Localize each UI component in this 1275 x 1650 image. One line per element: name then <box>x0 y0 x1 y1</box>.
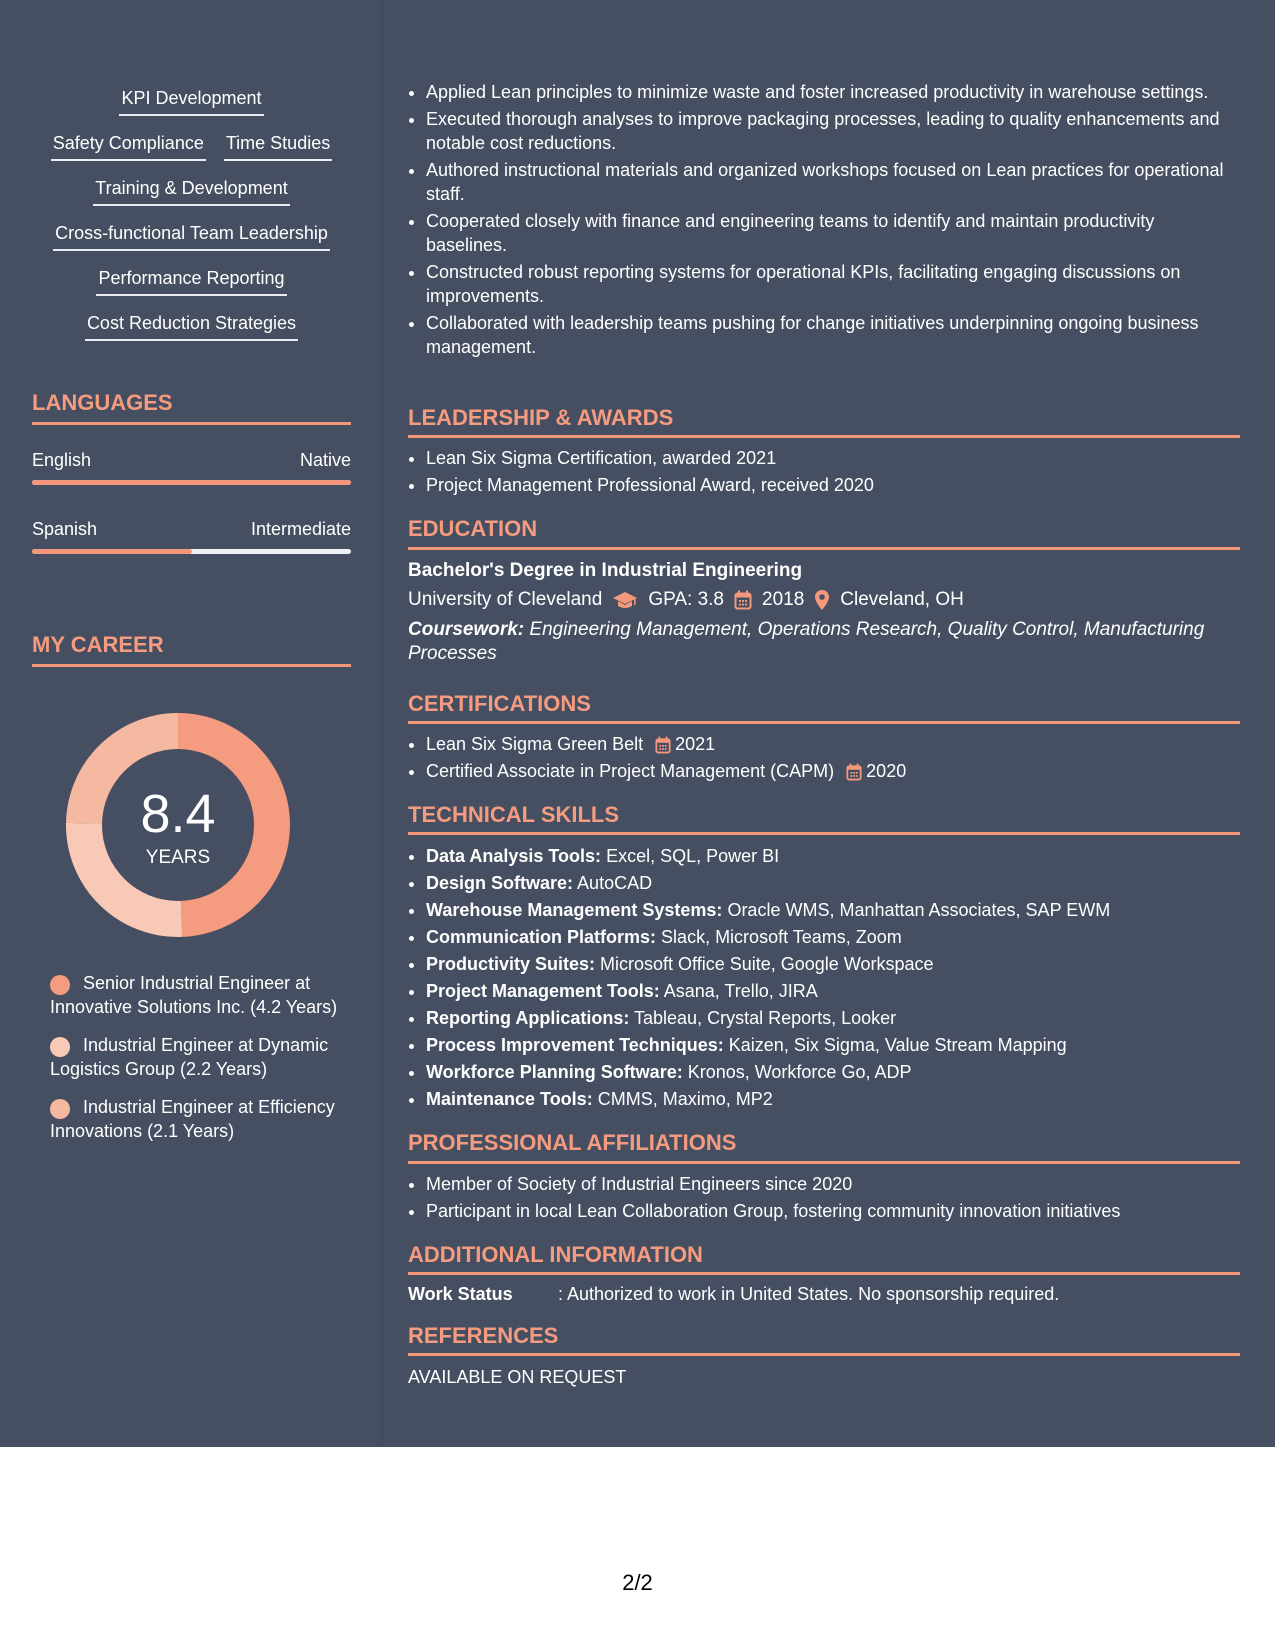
skills-tag-row <box>32 131 351 176</box>
experience-bullet: • Cooperated closely with finance and engineering teams to identify and maintain productivity baselines. <box>426 209 1240 257</box>
language-row-spanish <box>32 517 351 541</box>
technical-skill-item <box>426 1060 1240 1084</box>
certifications-list <box>408 732 1240 783</box>
technical-skill-item <box>426 1087 1240 1111</box>
references-title: REFERENCES <box>408 1323 559 1348</box>
technical-skill-value: Tableau, Crystal Reports, Looker <box>634 1008 897 1028</box>
certifications-title: CERTIFICATIONS <box>408 691 591 716</box>
award-item: • Project Management Professional Award, received 2020 <box>426 473 1240 497</box>
technical-skill-item <box>426 925 1240 949</box>
technical-skill-label: Productivity Suites: <box>426 954 596 974</box>
technical-skill-value: Asana, Trello, JIRA <box>663 981 818 1001</box>
language-name: Spanish <box>32 519 98 539</box>
technical-skill-label: Design Software: <box>426 873 574 893</box>
technical-skill-item <box>426 952 1240 976</box>
certifications-rule <box>408 721 1240 724</box>
education-rule <box>408 547 1240 550</box>
additional-info-section <box>408 1282 1240 1306</box>
coursework-label: Coursework: <box>408 619 525 640</box>
technical-skills-list <box>408 844 1240 1111</box>
calendar-icon <box>734 590 752 610</box>
career-total: 8.4 <box>140 784 216 844</box>
technical-skill-item <box>426 898 1240 922</box>
work-status-label: Work Status <box>408 1284 513 1304</box>
language-bar-fill <box>32 549 192 554</box>
certification-item <box>426 759 1240 783</box>
work-status-row <box>408 1282 1240 1306</box>
education-title: EDUCATION <box>408 516 538 541</box>
languages-rule <box>32 422 351 425</box>
experience-bullet: • Authored instructional materials and organized workshops focused on Lean practices for operational staff. <box>426 158 1240 206</box>
references-section <box>408 1365 1240 1389</box>
technical-skill-label: Data Analysis Tools: <box>426 846 602 866</box>
education-meta <box>408 587 1240 613</box>
technical-skill-item <box>426 1006 1240 1030</box>
technical-skill-value: Kronos, Workforce Go, ADP <box>687 1062 912 1082</box>
calendar-icon <box>655 736 671 754</box>
skills-tag-row <box>32 86 351 131</box>
calendar-icon <box>846 763 862 781</box>
awards-rule <box>408 435 1240 438</box>
skill-tag: Performance Reporting <box>96 266 286 296</box>
awards-title: LEADERSHIP & AWARDS <box>408 405 674 430</box>
technical-skill-label: Warehouse Management Systems: <box>426 900 723 920</box>
language-level: Intermediate <box>250 519 351 539</box>
career-legend-text: Industrial Engineer at Dynamic Logistics Group (2.2 Years) <box>50 1035 329 1079</box>
technical-skills-title: TECHNICAL SKILLS <box>408 802 620 827</box>
education-year: 2018 <box>762 589 805 610</box>
language-bar-english <box>32 480 351 485</box>
career-legend-item <box>50 971 340 1019</box>
skills-tag-row <box>32 266 351 311</box>
technical-skill-value: Oracle WMS, Manhattan Associates, SAP EWM <box>727 900 1111 920</box>
affiliations-title: PROFESSIONAL AFFILIATIONS <box>408 1130 737 1155</box>
additional-info-rule <box>408 1272 1240 1275</box>
education-location: Cleveland, OH <box>840 589 964 610</box>
graduation-cap-icon <box>612 590 638 610</box>
experience-bullets <box>408 80 1240 359</box>
career-unit: YEARS <box>145 847 211 868</box>
technical-skill-item <box>426 844 1240 868</box>
affiliations-rule <box>408 1161 1240 1164</box>
education-school: University of Cleveland <box>408 589 603 610</box>
legend-dot-icon <box>50 975 70 995</box>
skills-tag-row <box>32 311 351 356</box>
education-section <box>408 558 1240 666</box>
certification-name: Lean Six Sigma Green Belt <box>426 734 644 754</box>
skill-tag: Time Studies <box>224 131 332 161</box>
experience-section <box>408 80 1240 362</box>
technical-skill-item <box>426 871 1240 895</box>
language-level: Native <box>299 450 351 470</box>
technical-skills-rule <box>408 832 1240 835</box>
location-pin-icon <box>814 589 830 611</box>
affiliation-item: • Member of Society of Industrial Engineers since 2020 <box>426 1172 1240 1196</box>
career-legend-text: Senior Industrial Engineer at Innovative Solutions Inc. (4.2 Years) <box>50 973 338 1017</box>
technical-skill-label: Process Improvement Techniques: <box>426 1035 724 1055</box>
career-donut-chart <box>66 713 290 937</box>
affiliations-list <box>408 1172 1240 1223</box>
education-gpa: GPA: 3.8 <box>648 589 724 610</box>
references-text: AVAILABLE ON REQUEST <box>408 1367 627 1387</box>
awards-list <box>408 446 1240 497</box>
experience-bullet: • Applied Lean principles to minimize waste and foster increased productivity in warehouse settings. <box>426 80 1240 104</box>
education-coursework <box>408 618 1240 666</box>
references-rule <box>408 1353 1240 1356</box>
career-rule <box>32 664 351 667</box>
additional-info-title: ADDITIONAL INFORMATION <box>408 1242 703 1267</box>
technical-skill-item <box>426 1033 1240 1057</box>
career-legend-text: Industrial Engineer at Efficiency Innovations (2.1 Years) <box>50 1097 335 1141</box>
language-bar-spanish <box>32 549 351 554</box>
technical-skill-value: Kaizen, Six Sigma, Value Stream Mapping <box>728 1035 1067 1055</box>
technical-skill-label: Communication Platforms: <box>426 927 657 947</box>
language-row-english <box>32 448 351 472</box>
skill-tag: Cost Reduction Strategies <box>85 311 298 341</box>
technical-skill-item <box>426 979 1240 1003</box>
career-title: MY CAREER <box>32 632 164 657</box>
technical-skill-value: CMMS, Maximo, MP2 <box>597 1089 773 1109</box>
experience-bullet: • Executed thorough analyses to improve packaging processes, leading to quality enhancements and notable cost reductions. <box>426 107 1240 155</box>
column-divider <box>382 0 383 1447</box>
coursework-text: Engineering Management, Operations Research, Quality Control, Manufacturing Processes <box>408 619 1205 664</box>
left-column <box>32 0 351 1447</box>
affiliation-item: • Participant in local Lean Collaboration Group, fostering community innovation initiatives <box>426 1199 1240 1223</box>
technical-skill-label: Reporting Applications: <box>426 1008 630 1028</box>
certification-year: 2021 <box>675 734 716 754</box>
technical-skill-label: Project Management Tools: <box>426 981 660 1001</box>
languages-title: LANGUAGES <box>32 390 173 415</box>
work-status-value: : Authorized to work in United States. No sponsorship required. <box>558 1284 1060 1304</box>
technical-skill-value: Microsoft Office Suite, Google Workspace <box>600 954 934 974</box>
legend-dot-icon <box>50 1037 70 1057</box>
certifications-section <box>408 732 1240 786</box>
skills-tag-row <box>32 221 351 266</box>
career-legend-item <box>50 1033 340 1081</box>
certification-year: 2020 <box>866 761 907 781</box>
certification-name: Certified Associate in Project Management (CAPM) <box>426 761 835 781</box>
award-item: • Lean Six Sigma Certification, awarded 2021 <box>426 446 1240 470</box>
experience-bullet: • Constructed robust reporting systems for operational KPIs, facilitating engaging discussions on improvements. <box>426 260 1240 308</box>
skill-tag: Safety Compliance <box>51 131 206 161</box>
skills-tag-row <box>32 176 351 221</box>
affiliations-section <box>408 1172 1240 1226</box>
technical-skill-value: Excel, SQL, Power BI <box>606 846 780 866</box>
technical-skill-label: Workforce Planning Software: <box>426 1062 683 1082</box>
language-name: English <box>32 450 92 470</box>
technical-skill-label: Maintenance Tools: <box>426 1089 593 1109</box>
skills-tags <box>32 86 351 356</box>
page-number: 2/2 <box>622 1570 653 1595</box>
legend-dot-icon <box>50 1099 70 1119</box>
skill-tag: Training & Development <box>93 176 289 206</box>
career-legend <box>50 971 340 1157</box>
technical-skills-section <box>408 844 1240 1114</box>
experience-bullet: • Collaborated with leadership teams pushing for change initiatives underpinning ongoing business management. <box>426 311 1240 359</box>
language-bar-fill <box>32 480 351 485</box>
technical-skill-value: AutoCAD <box>577 873 653 893</box>
education-degree: Bachelor's Degree in Industrial Engineering <box>408 560 803 581</box>
technical-skill-value: Slack, Microsoft Teams, Zoom <box>661 927 902 947</box>
career-legend-item <box>50 1095 340 1143</box>
awards-section <box>408 446 1240 500</box>
skill-tag: Cross-functional Team Leadership <box>53 221 330 251</box>
skill-tag: KPI Development <box>119 86 263 116</box>
certification-item <box>426 732 1240 756</box>
